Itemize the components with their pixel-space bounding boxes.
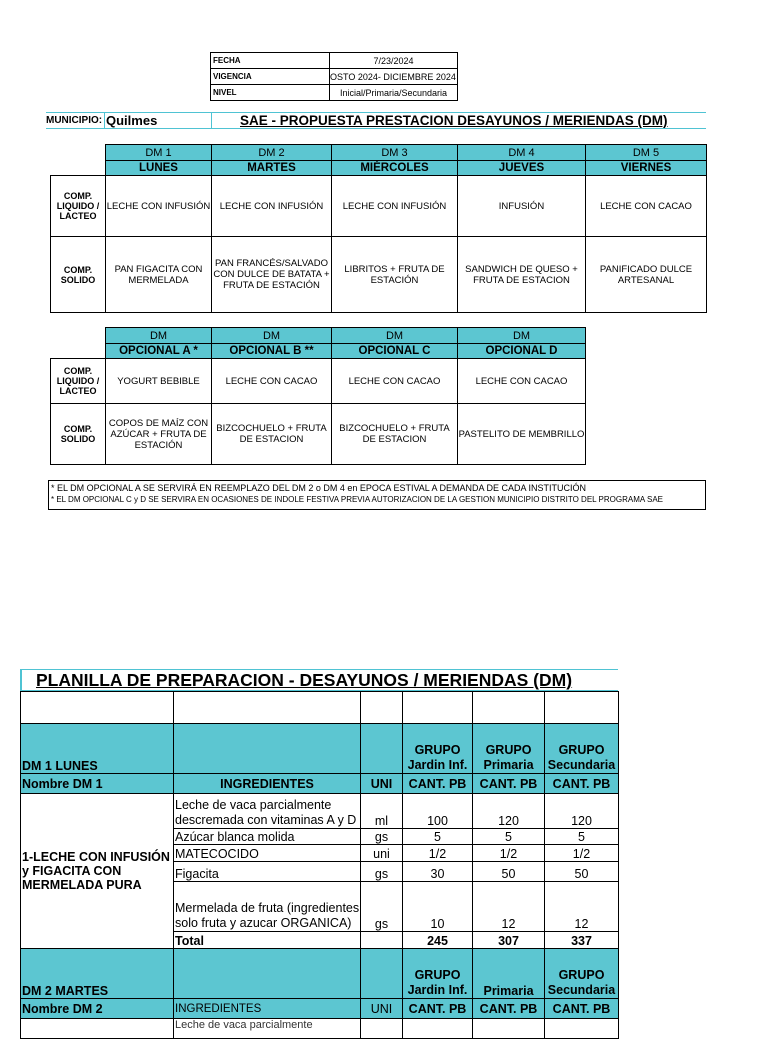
municipio-row bbox=[46, 112, 706, 129]
menu-cell: LIBRITOS + FRUTA DE ESTACIÓN bbox=[332, 237, 458, 313]
nivel-value: Inicial/Primaria/Secundaria bbox=[330, 85, 458, 101]
cant-header: CANT. PB bbox=[473, 774, 545, 794]
footnote-2: * EL DM OPCIONAL C y D SE SERVIRA EN OCASIONES DE INDOLE FESTIVA PREVIA AUTORIZACION DE LA GESTION MUNICIPIO DISTRITO DEL PROGRAMA SAE bbox=[51, 495, 663, 504]
menu-cell: LECHE CON CACAO bbox=[212, 359, 332, 404]
qty-jardin: 30 bbox=[403, 862, 473, 882]
menu-cell: PAN FRANCÉS/SALVADO CON DULCE DE BATATA + FRUTA DE ESTACIÓN bbox=[212, 237, 332, 313]
day-name: VIERNES bbox=[586, 161, 707, 176]
grupo-primaria: Primaria bbox=[473, 949, 545, 999]
grupo-primaria: GRUPO Primaria bbox=[473, 724, 545, 774]
optional-name: OPCIONAL C bbox=[332, 344, 458, 359]
total-jardin: 245 bbox=[403, 932, 473, 949]
unit: uni bbox=[361, 845, 403, 862]
dm-code: DM bbox=[458, 328, 586, 344]
grupo-jardin: GRUPO Jardin Inf. bbox=[403, 949, 473, 999]
menu-cell: PASTELITO DE MEMBRILLO bbox=[458, 404, 586, 465]
menu-cell: LECHE CON INFUSIÓN bbox=[106, 176, 212, 237]
fecha-label: FECHA bbox=[211, 53, 330, 69]
menu-cell: LECHE CON CACAO bbox=[586, 176, 707, 237]
divider bbox=[104, 112, 105, 129]
menu-cell: LECHE CON CACAO bbox=[332, 359, 458, 404]
row-label-solido: COMP. SOLIDO bbox=[51, 404, 106, 465]
ingredient: Azúcar blanca molida bbox=[174, 829, 361, 845]
qty-jardin: 1/2 bbox=[403, 845, 473, 862]
dm-code: DM 3 bbox=[332, 145, 458, 161]
unit: gs bbox=[361, 882, 403, 932]
cant-header: CANT. PB bbox=[403, 999, 473, 1019]
footnotes bbox=[48, 480, 706, 510]
vigencia-label: VIGENCIA bbox=[211, 69, 330, 85]
total-secundaria: 337 bbox=[545, 932, 619, 949]
nombre-dm1: Nombre DM 1 bbox=[21, 774, 174, 794]
qty-secundaria: 50 bbox=[545, 862, 619, 882]
menu-cell: LECHE CON INFUSIÓN bbox=[212, 176, 332, 237]
qty-primaria: 120 bbox=[473, 794, 545, 829]
menu-cell: BIZCOCHUELO + FRUTA DE ESTACION bbox=[332, 404, 458, 465]
planilla-title: PLANILLA DE PREPARACION - DESAYUNOS / MERIENDAS (DM) bbox=[36, 670, 573, 690]
menu-cell: BIZCOCHUELO + FRUTA DE ESTACION bbox=[212, 404, 332, 465]
day-name: LUNES bbox=[106, 161, 212, 176]
cant-header: CANT. PB bbox=[545, 774, 619, 794]
planilla-table bbox=[20, 691, 619, 1039]
grupo-jardin: GRUPO Jardin Inf. bbox=[403, 724, 473, 774]
menu-cell: INFUSIÓN bbox=[458, 176, 586, 237]
menu-cell: LECHE CON INFUSIÓN bbox=[332, 176, 458, 237]
optional-name: OPCIONAL A * bbox=[106, 344, 212, 359]
qty-secundaria: 12 bbox=[545, 882, 619, 932]
ingredient: Leche de vaca parcialmente bbox=[174, 1019, 361, 1039]
optional-name: OPCIONAL D bbox=[458, 344, 586, 359]
menu-cell: YOGURT BEBIBLE bbox=[106, 359, 212, 404]
row-label-solido: COMP. SOLIDO bbox=[51, 237, 106, 313]
ingredient: Mermelada de fruta (ingredientes solo fruta y azucar ORGANICA) bbox=[174, 882, 361, 932]
optional-name: OPCIONAL B ** bbox=[212, 344, 332, 359]
qty-primaria: 1/2 bbox=[473, 845, 545, 862]
qty-primaria: 50 bbox=[473, 862, 545, 882]
menu-cell: LECHE CON CACAO bbox=[458, 359, 586, 404]
unit: gs bbox=[361, 862, 403, 882]
menu-cell: SANDWICH DE QUESO + FRUTA DE ESTACION bbox=[458, 237, 586, 313]
menu-cell: PANIFICADO DULCE ARTESANAL bbox=[586, 237, 707, 313]
dm-code: DM bbox=[332, 328, 458, 344]
fecha-value: 7/23/2024 bbox=[330, 53, 458, 69]
optional-menu-table bbox=[50, 327, 586, 465]
dm-code: DM bbox=[212, 328, 332, 344]
unit: gs bbox=[361, 829, 403, 845]
dm1-header: DM 1 LUNES bbox=[21, 724, 174, 774]
unit: ml bbox=[361, 794, 403, 829]
header-info-table bbox=[210, 52, 458, 101]
dm-code: DM 5 bbox=[586, 145, 707, 161]
day-name: JUEVES bbox=[458, 161, 586, 176]
qty-jardin: 5 bbox=[403, 829, 473, 845]
municipio-label: MUNICIPIO: bbox=[46, 115, 103, 126]
row-label-liquido: COMP. LIQUIDO / LACTEO bbox=[51, 359, 106, 404]
divider bbox=[211, 112, 212, 129]
menu-cell: COPOS DE MAÍZ CON AZÚCAR + FRUTA DE ESTACIÓN bbox=[106, 404, 212, 465]
dm-code: DM 1 bbox=[106, 145, 212, 161]
qty-primaria: 5 bbox=[473, 829, 545, 845]
qty-secundaria: 120 bbox=[545, 794, 619, 829]
day-name: MARTES bbox=[212, 161, 332, 176]
uni-header: UNI bbox=[361, 774, 403, 794]
page-title: SAE - PROPUESTA PRESTACION DESAYUNOS / MERIENDAS (DM) bbox=[240, 113, 668, 128]
total-label: Total bbox=[174, 932, 361, 949]
ingredientes-header: INGREDIENTES bbox=[174, 774, 361, 794]
cant-header: CANT. PB bbox=[545, 999, 619, 1019]
dm-code: DM 2 bbox=[212, 145, 332, 161]
cant-header: CANT. PB bbox=[403, 774, 473, 794]
ingredient: Figacita bbox=[174, 862, 361, 882]
ingredientes-header: INGREDIENTES bbox=[174, 999, 361, 1019]
dm-code: DM 4 bbox=[458, 145, 586, 161]
qty-jardin: 100 bbox=[403, 794, 473, 829]
footnote-1: * EL DM OPCIONAL A SE SERVIRÁ EN REEMPLAZO DEL DM 2 o DM 4 en EPOCA ESTIVAL A DEMANDA DE CADA INSTITUCIÓN bbox=[51, 483, 586, 493]
grupo-secundaria: GRUPO Secundaria bbox=[545, 949, 619, 999]
dm2-header: DM 2 MARTES bbox=[21, 949, 174, 999]
uni-header: UNI bbox=[361, 999, 403, 1019]
qty-secundaria: 5 bbox=[545, 829, 619, 845]
municipio-value: Quilmes bbox=[106, 113, 158, 128]
ingredient: MATECOCIDO bbox=[174, 845, 361, 862]
dm1-name: 1-LECHE CON INFUSIÓN y FIGACITA CON MERMELADA PURA bbox=[21, 794, 174, 949]
qty-jardin: 10 bbox=[403, 882, 473, 932]
vigencia-value: OSTO 2024- DICIEMBRE 2024 bbox=[330, 69, 458, 85]
planilla-title-bar bbox=[20, 669, 618, 691]
total-primaria: 307 bbox=[473, 932, 545, 949]
nivel-label: NIVEL bbox=[211, 85, 330, 101]
nombre-dm2: Nombre DM 2 bbox=[21, 999, 174, 1019]
ingredient: Leche de vaca parcialmente descremada con vitaminas A y D bbox=[174, 794, 361, 829]
qty-primaria: 12 bbox=[473, 882, 545, 932]
dm-code: DM bbox=[106, 328, 212, 344]
weekly-menu-table bbox=[50, 144, 707, 313]
grupo-secundaria: GRUPO Secundaria bbox=[545, 724, 619, 774]
qty-secundaria: 1/2 bbox=[545, 845, 619, 862]
row-label-liquido: COMP. LIQUIDO / LACTEO bbox=[51, 176, 106, 237]
menu-cell: PAN FIGACITA CON MERMELADA bbox=[106, 237, 212, 313]
day-name: MIÉRCOLES bbox=[332, 161, 458, 176]
cant-header: CANT. PB bbox=[473, 999, 545, 1019]
